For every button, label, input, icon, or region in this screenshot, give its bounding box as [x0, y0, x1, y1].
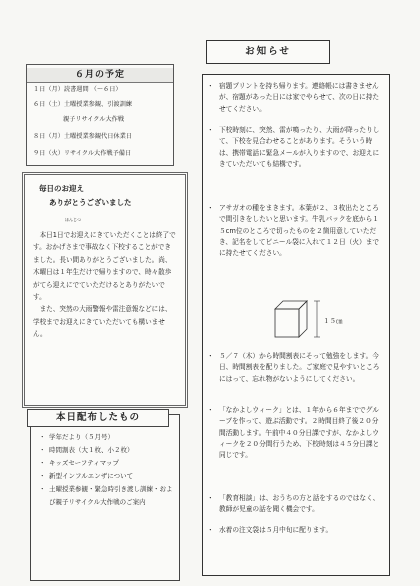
list-item: ・ 時間割表（大１枚、小２枚） [39, 446, 134, 454]
list-item: ・ キッズセーフティマップ [39, 459, 120, 467]
milk-carton-figure [269, 297, 359, 345]
schedule-title: ６月の予定 [27, 68, 173, 83]
ruby-text: ほんじつ [65, 217, 81, 222]
notice-item: ・ ５／７（木）から時間割表にそって勉強をします。今日、時間割表を配りました。ご家庭で見やすいところにはって、忘れ物がないようにしてください。 [207, 352, 380, 383]
thanks-body [33, 229, 177, 341]
distribution-list [39, 431, 175, 509]
list-item: ・ 学年だより（５月号） [39, 433, 114, 441]
notice-box [202, 74, 390, 576]
notice-item: ・ アサガオの種をまきます。本葉が２、３枚出たところで間引きをしたいと思います。牛乳パックを底から１５cm位のところで切ったものを２箇用意していただき、記名をしてビニール袋に入れて１２日（火）までに持たせてください。 [207, 204, 380, 258]
schedule-item: ９日（火）リサイクル大作戦予備日 [33, 150, 132, 157]
schedule-item: ６日（土）土曜授業参観、引渡訓練 [33, 101, 132, 108]
notice-item: ・ 「教育相談」は、おうちの方と話をするのではなく、教師が児童の話を聞く機会です。 [207, 494, 380, 514]
thanks-subheading: ありがとうございました [49, 198, 132, 207]
thanks-paragraph: 本日1日でお迎えにきていただくことは終了です。おかげさまで事故なく下校することができました。長い間ありがとうございました。尚、木曜日は１年生だけで帰りますので、時々散歩がてら迎えにでていただけるとありがたいです。 [33, 231, 176, 302]
schedule-item: ８日（月）土曜授業参観代日休業日 [33, 133, 132, 140]
list-item: ・ 土曜授業参観・緊急時引き渡し訓練・および親子リサイクル大作戦のご案内 [39, 485, 173, 506]
notice-item: ・ 「なかよしウィーク」とは、１年から６年まででグループを作って、遊ぶ活動です。２時間目終了後２０分間活動します。午前中４０分日課ですが、なかよしウィークを２０分間行うため、下校時刻は４５分日課と同じです。 [207, 406, 380, 460]
thanks-paragraph: また、突然の大雨警報や雷注意報などには、学校までお迎えにきていただいても構いません。 [33, 305, 172, 339]
pickup-thanks-box [22, 172, 188, 408]
notice-item: ・ 宿題プリントを持ち帰ります。連絡帳には書きませんが、宿題があった日には家でやらせて、次の日に持たせてください。 [207, 82, 380, 113]
distribution-title: 本日配布したもの [27, 409, 169, 427]
notice-item: ・ 水着の注文袋は５月中旬に配ります。 [207, 526, 333, 534]
schedule-item: １日（月）読書週間 （～６日） [33, 86, 122, 93]
distributed-items-box [30, 414, 180, 581]
list-item: ・ 新型インフルエンザについて [39, 472, 134, 480]
notice-item: ・ 下校時刻に、突然、雷が鳴ったり、大雨が降ったりして、下校を見合わせることがあります。そういう時は、携帯電話に緊急メールが入りますので、お迎えにきていただいても結構です。 [207, 126, 380, 168]
notice-title: お知らせ [206, 40, 330, 64]
figure-label: １５㎝ [323, 317, 343, 325]
thanks-heading: 毎日のお迎え [39, 184, 84, 193]
schedule-item: 親子リサイクル大作戦 [63, 116, 125, 123]
june-schedule-box [26, 64, 174, 166]
